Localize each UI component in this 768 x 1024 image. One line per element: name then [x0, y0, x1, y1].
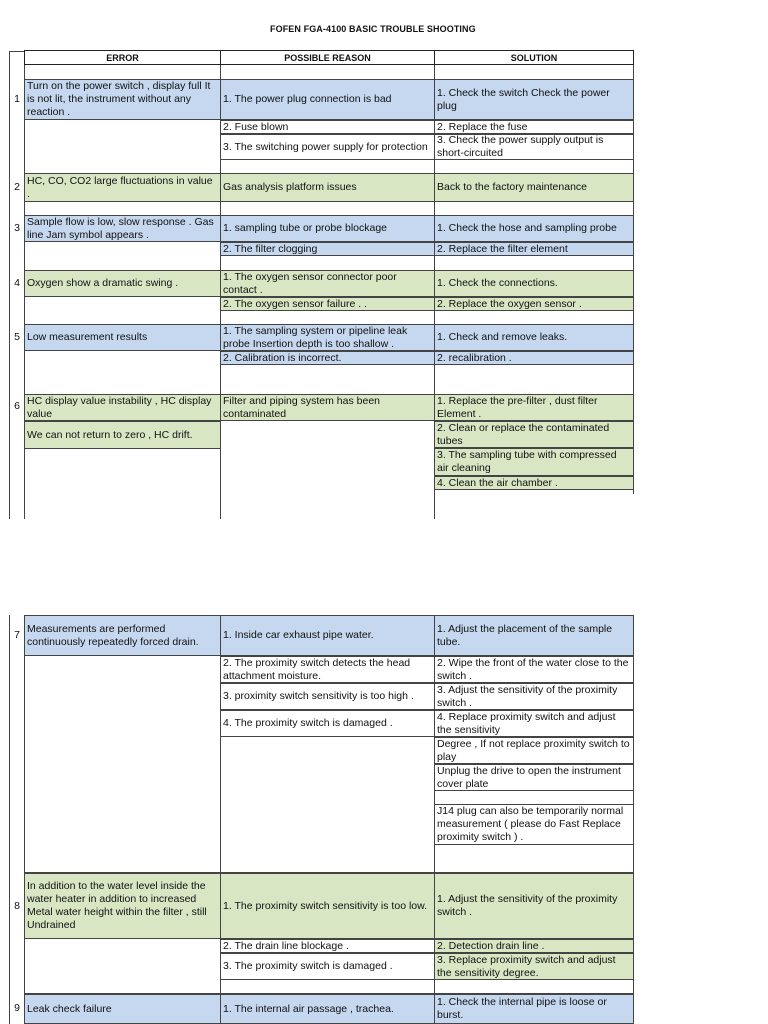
row-number: 5 [14, 331, 20, 343]
solution-cell: J14 plug can also be temporarily normal measurement ( please do Fast Replace proximity switch ) . [435, 804, 633, 845]
solution-cell: 2. Wipe the front of the water close to the switch . [435, 656, 633, 683]
solution-cell: 3. The sampling tube with compressed air cleaning [435, 448, 633, 476]
solution-cell: 1. Check the connections. [435, 270, 633, 297]
row-number: 9 [14, 1002, 20, 1014]
solution-cell: Unplug the drive to open the instrument cover plate [435, 764, 633, 791]
solution-cell: 4. Clean the air chamber . [435, 476, 633, 490]
row-number: 2 [14, 181, 20, 193]
document-title: FOFEN FGA-4100 BASIC TROUBLE SHOOTING [270, 24, 476, 34]
error-cell: Leak check failure [25, 994, 220, 1024]
error-cell: Turn on the power switch , display full It is not lit, the instrument without any reaction . [25, 79, 220, 120]
solution-cell: 2. Replace the oxygen sensor . [435, 297, 633, 311]
reason-cell: 3. The proximity switch is damaged . [221, 953, 434, 980]
error-cell: Low measurement results [25, 324, 220, 351]
solution-cell: 1. Check the switch Check the power plug [435, 79, 633, 120]
reason-cell: Filter and piping system has been contaminated [221, 394, 434, 421]
solution-cell: 2. Detection drain line . [435, 939, 633, 953]
reason-cell: 1. The sampling system or pipeline leak probe Insertion depth is too shallow . [221, 324, 434, 351]
reason-cell: 1. The power plug connection is bad [221, 79, 434, 120]
reason-cell: 1. sampling tube or probe blockage [221, 215, 434, 242]
error-cell: In addition to the water level inside the water heater in addition to increased Metal water height within the filter , still Undrained [25, 873, 220, 939]
reason-cell: 2. The filter clogging [221, 242, 434, 256]
reason-cell: 2. The proximity switch detects the head attachment moisture. [221, 656, 434, 683]
reason-cell: 1. The internal air passage , trachea. [221, 994, 434, 1024]
solution-cell: 3. Check the power supply output is short-circuited [435, 134, 633, 160]
solution-cell: Back to the factory maintenance [435, 173, 633, 202]
reason-cell: 1. The proximity switch sensitivity is too low. [221, 873, 434, 939]
row-number: 8 [14, 900, 20, 912]
reason-cell: 1. Inside car exhaust pipe water. [221, 615, 434, 656]
reason-cell: 4. The proximity switch is damaged . [221, 710, 434, 737]
row-number: 6 [14, 400, 20, 412]
solution-cell: 3. Replace proximity switch and adjust the sensitivity degree. [435, 953, 633, 980]
header-error: ERROR [24, 50, 221, 65]
reason-cell: Gas analysis platform issues [221, 173, 434, 202]
solution-cell: 1. Check the hose and sampling probe [435, 215, 633, 242]
error-cell: Sample flow is low, slow response . Gas line Jam symbol appears . [25, 215, 220, 242]
error-cell: HC display value instability , HC display value [25, 394, 220, 421]
solution-cell: 1. Replace the pre-filter , dust filter Element . [435, 394, 633, 421]
solution-cell: 3. Adjust the sensitivity of the proximity switch . [435, 683, 633, 710]
solution-cell: 1. Check the internal pipe is loose or burst. [435, 994, 633, 1024]
solution-cell: Degree , If not replace proximity switch to play [435, 737, 633, 764]
solution-cell: 4. Replace proximity switch and adjust the sensitivity [435, 710, 633, 737]
solution-cell: 2. Replace the filter element [435, 242, 633, 256]
solution-cell: 1. Check and remove leaks. [435, 324, 633, 351]
reason-cell: 2. Fuse blown [221, 120, 434, 134]
solution-cell: 2. Replace the fuse [435, 120, 633, 134]
solution-cell: 2. Clean or replace the contaminated tubes [435, 421, 633, 448]
reason-cell: 2. Calibration is incorrect. [221, 351, 434, 365]
error-cell: Measurements are performed continuously repeatedly forced drain. [25, 615, 220, 656]
reason-cell: 3. proximity switch sensitivity is too high . [221, 683, 434, 710]
reason-cell: 2. The oxygen sensor failure . . [221, 297, 434, 311]
header-possible-reason: POSSIBLE REASON [220, 50, 435, 65]
reason-cell: 2. The drain line blockage . [221, 939, 434, 953]
error-cell: We can not return to zero , HC drift. [25, 421, 220, 449]
row-number: 4 [14, 277, 20, 289]
solution-cell: 2. recalibration . [435, 351, 633, 365]
header-solution: SOLUTION [434, 50, 634, 65]
error-cell: HC, CO, CO2 large fluctuations in value . [25, 173, 220, 202]
reason-cell: 3. The switching power supply for protection [221, 134, 434, 160]
error-cell: Oxygen show a dramatic swing . [25, 270, 220, 297]
row-number: 7 [14, 629, 20, 641]
reason-cell: 1. The oxygen sensor connector poor contact . [221, 270, 434, 297]
solution-cell: 1. Adjust the sensitivity of the proximity switch . [435, 873, 633, 939]
row-number: 1 [14, 93, 20, 105]
solution-cell: 1. Adjust the placement of the sample tube. [435, 615, 633, 656]
row-number: 3 [14, 222, 20, 234]
